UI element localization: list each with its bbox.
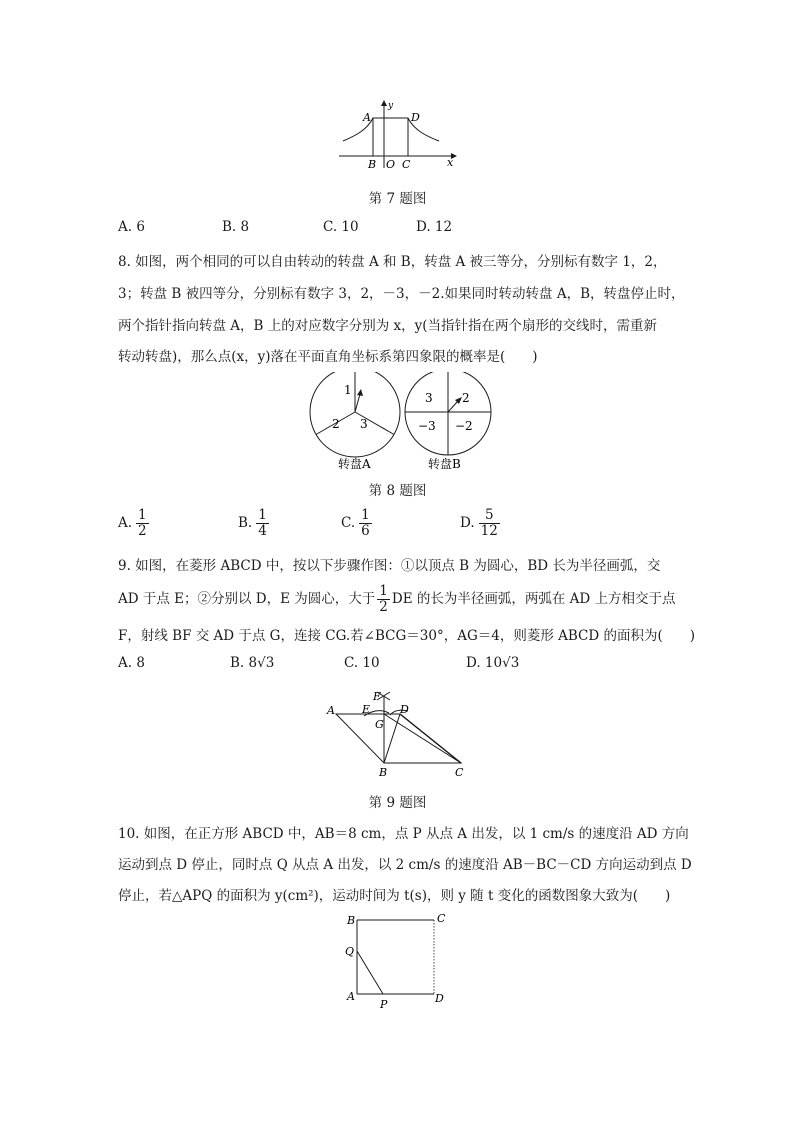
wheel-b-label: 转盘B xyxy=(428,457,461,471)
q10-label-b: B xyxy=(347,914,356,927)
q8-wheels-figure xyxy=(300,372,500,472)
wheel-a-number-3: 3 xyxy=(360,417,368,431)
q8-text-line-4: 转动转盘)，那么点(x，y)落在平面直角坐标系第四象限的概率是( ) xyxy=(118,349,538,365)
q9-text-line-3: F，射线 BF 交 AD 于点 G，连接 CG.若∠BCG＝30°，AG＝4，则菱形 ABCD 的面积为( ) xyxy=(118,628,696,644)
q8-option-d-numerator: 5 xyxy=(479,508,500,524)
wheel-b-number-1: 3 xyxy=(425,391,433,405)
q8-option-c[interactable] xyxy=(341,508,372,539)
q10-label-a: A xyxy=(347,990,355,1003)
wheel-b-number-4: −2 xyxy=(455,419,473,433)
q8-option-d-letter: D. xyxy=(460,514,475,531)
q9-option-a[interactable]: A. 8 xyxy=(118,655,145,671)
wheel-b xyxy=(405,372,491,471)
q9-option-c[interactable]: C. 10 xyxy=(344,655,380,671)
q7-label-x: x xyxy=(447,156,454,169)
q8-text-line-2: 3；转盘 B 被四等分，分别标有数字 3，2，－3，－2.如果同时转动转盘 A，B，转盘停止时， xyxy=(118,286,685,302)
q8-option-d-denominator: 12 xyxy=(480,522,498,539)
wheel-a xyxy=(310,372,400,471)
q9-rhombus-figure xyxy=(322,686,472,778)
q7-label-d: D xyxy=(411,111,420,124)
wheel-a-number-2: 2 xyxy=(332,417,340,431)
wheel-b-number-3: −3 xyxy=(418,419,436,433)
q8-option-d[interactable] xyxy=(460,508,500,539)
q7-caption: 第 7 题图 xyxy=(368,191,427,207)
q8-option-c-denominator: 6 xyxy=(361,522,370,539)
q7-label-c: C xyxy=(402,158,411,170)
q8-option-b-numerator: 1 xyxy=(258,507,267,523)
q10-label-q: Q xyxy=(345,945,355,958)
q8-option-b-denominator: 4 xyxy=(258,522,267,539)
q9-line2-pre: AD 于点 E；②分别以 D，E 为圆心，大于 xyxy=(118,590,376,607)
q8-caption: 第 8 题图 xyxy=(368,483,427,499)
q8-option-a-numerator: 1 xyxy=(138,507,147,523)
q9-label-g: G xyxy=(375,718,384,731)
q9-label-d: D xyxy=(400,703,409,716)
wheel-a-number-1: 1 xyxy=(344,383,352,397)
q7-graph-figure xyxy=(335,98,460,170)
q10-text-line-2: 运动到点 D 停止，同时点 Q 从点 A 出发，以 2 cm/s 的速度沿 AB－BC－CD 方向运动到点 D xyxy=(118,857,692,873)
q10-label-d: D xyxy=(435,992,444,1005)
q8-option-b-letter: B. xyxy=(238,514,253,531)
q10-square-figure xyxy=(340,908,452,1012)
q7-option-d[interactable]: D. 12 xyxy=(416,219,453,235)
q9-label-a: A xyxy=(327,704,335,717)
q9-label-c: C xyxy=(455,766,464,778)
q10-text-line-3: 停止，若△APQ 的面积为 y(cm²)，运动时间为 t(s)，则 y 随 t 变化的函数图象大致为( ) xyxy=(118,888,671,904)
q9-option-b[interactable]: B. 8√3 xyxy=(230,655,275,671)
q10-label-c: C xyxy=(437,912,446,925)
q10-label-p: P xyxy=(380,998,388,1011)
q7-label-a: A xyxy=(363,111,371,124)
q7-option-b[interactable]: B. 8 xyxy=(222,219,250,235)
q9-line2-post: DE 的长为半径画弧，两弧在 AD 上方相交于点 xyxy=(391,590,676,607)
q8-option-c-letter: C. xyxy=(341,514,356,531)
q7-label-o: O xyxy=(386,158,396,170)
q8-option-b[interactable] xyxy=(238,508,269,539)
q8-text-line-3: 两个指针指向转盘 A，B 上的对应数字分别为 x，y(当指针指在两个扇形的交线时，需重新 xyxy=(118,318,658,334)
q8-option-a-letter: A. xyxy=(118,514,133,531)
q9-option-d[interactable]: D. 10√3 xyxy=(466,655,520,671)
q8-option-c-numerator: 1 xyxy=(361,507,370,523)
q10-text-line-1: 10. 如图，在正方形 ABCD 中，AB＝8 cm，点 P 从点 A 出发，以 1 cm/s 的速度沿 AD 方向 xyxy=(118,826,689,842)
wheel-a-label: 转盘A xyxy=(338,457,371,471)
wheel-b-number-2: 2 xyxy=(462,391,470,405)
q9-caption: 第 9 题图 xyxy=(368,795,427,811)
q9-frac-numerator: 1 xyxy=(379,583,388,599)
q9-label-e: E xyxy=(362,703,371,716)
q9-label-b: B xyxy=(379,766,388,778)
q7-label-y: y xyxy=(388,101,394,111)
q9-text-line-2 xyxy=(118,584,676,615)
q7-option-a[interactable]: A. 6 xyxy=(118,219,145,235)
q7-label-b: B xyxy=(368,158,377,170)
q9-label-f: F xyxy=(373,690,381,703)
q9-frac-denominator: 2 xyxy=(379,598,388,615)
q8-text-line-1: 8. 如图，两个相同的可以自由转动的转盘 A 和 B，转盘 A 被三等分，分别标有数字 1，2， xyxy=(118,254,667,270)
q7-option-c[interactable]: C. 10 xyxy=(323,219,359,235)
q8-option-a-denominator: 2 xyxy=(138,522,147,539)
q8-option-a[interactable] xyxy=(118,508,149,539)
q9-text-line-1: 9. 如图，在菱形 ABCD 中，按以下步骤作图：①以顶点 B 为圆心，BD 长为半径画弧，交 xyxy=(118,558,661,574)
